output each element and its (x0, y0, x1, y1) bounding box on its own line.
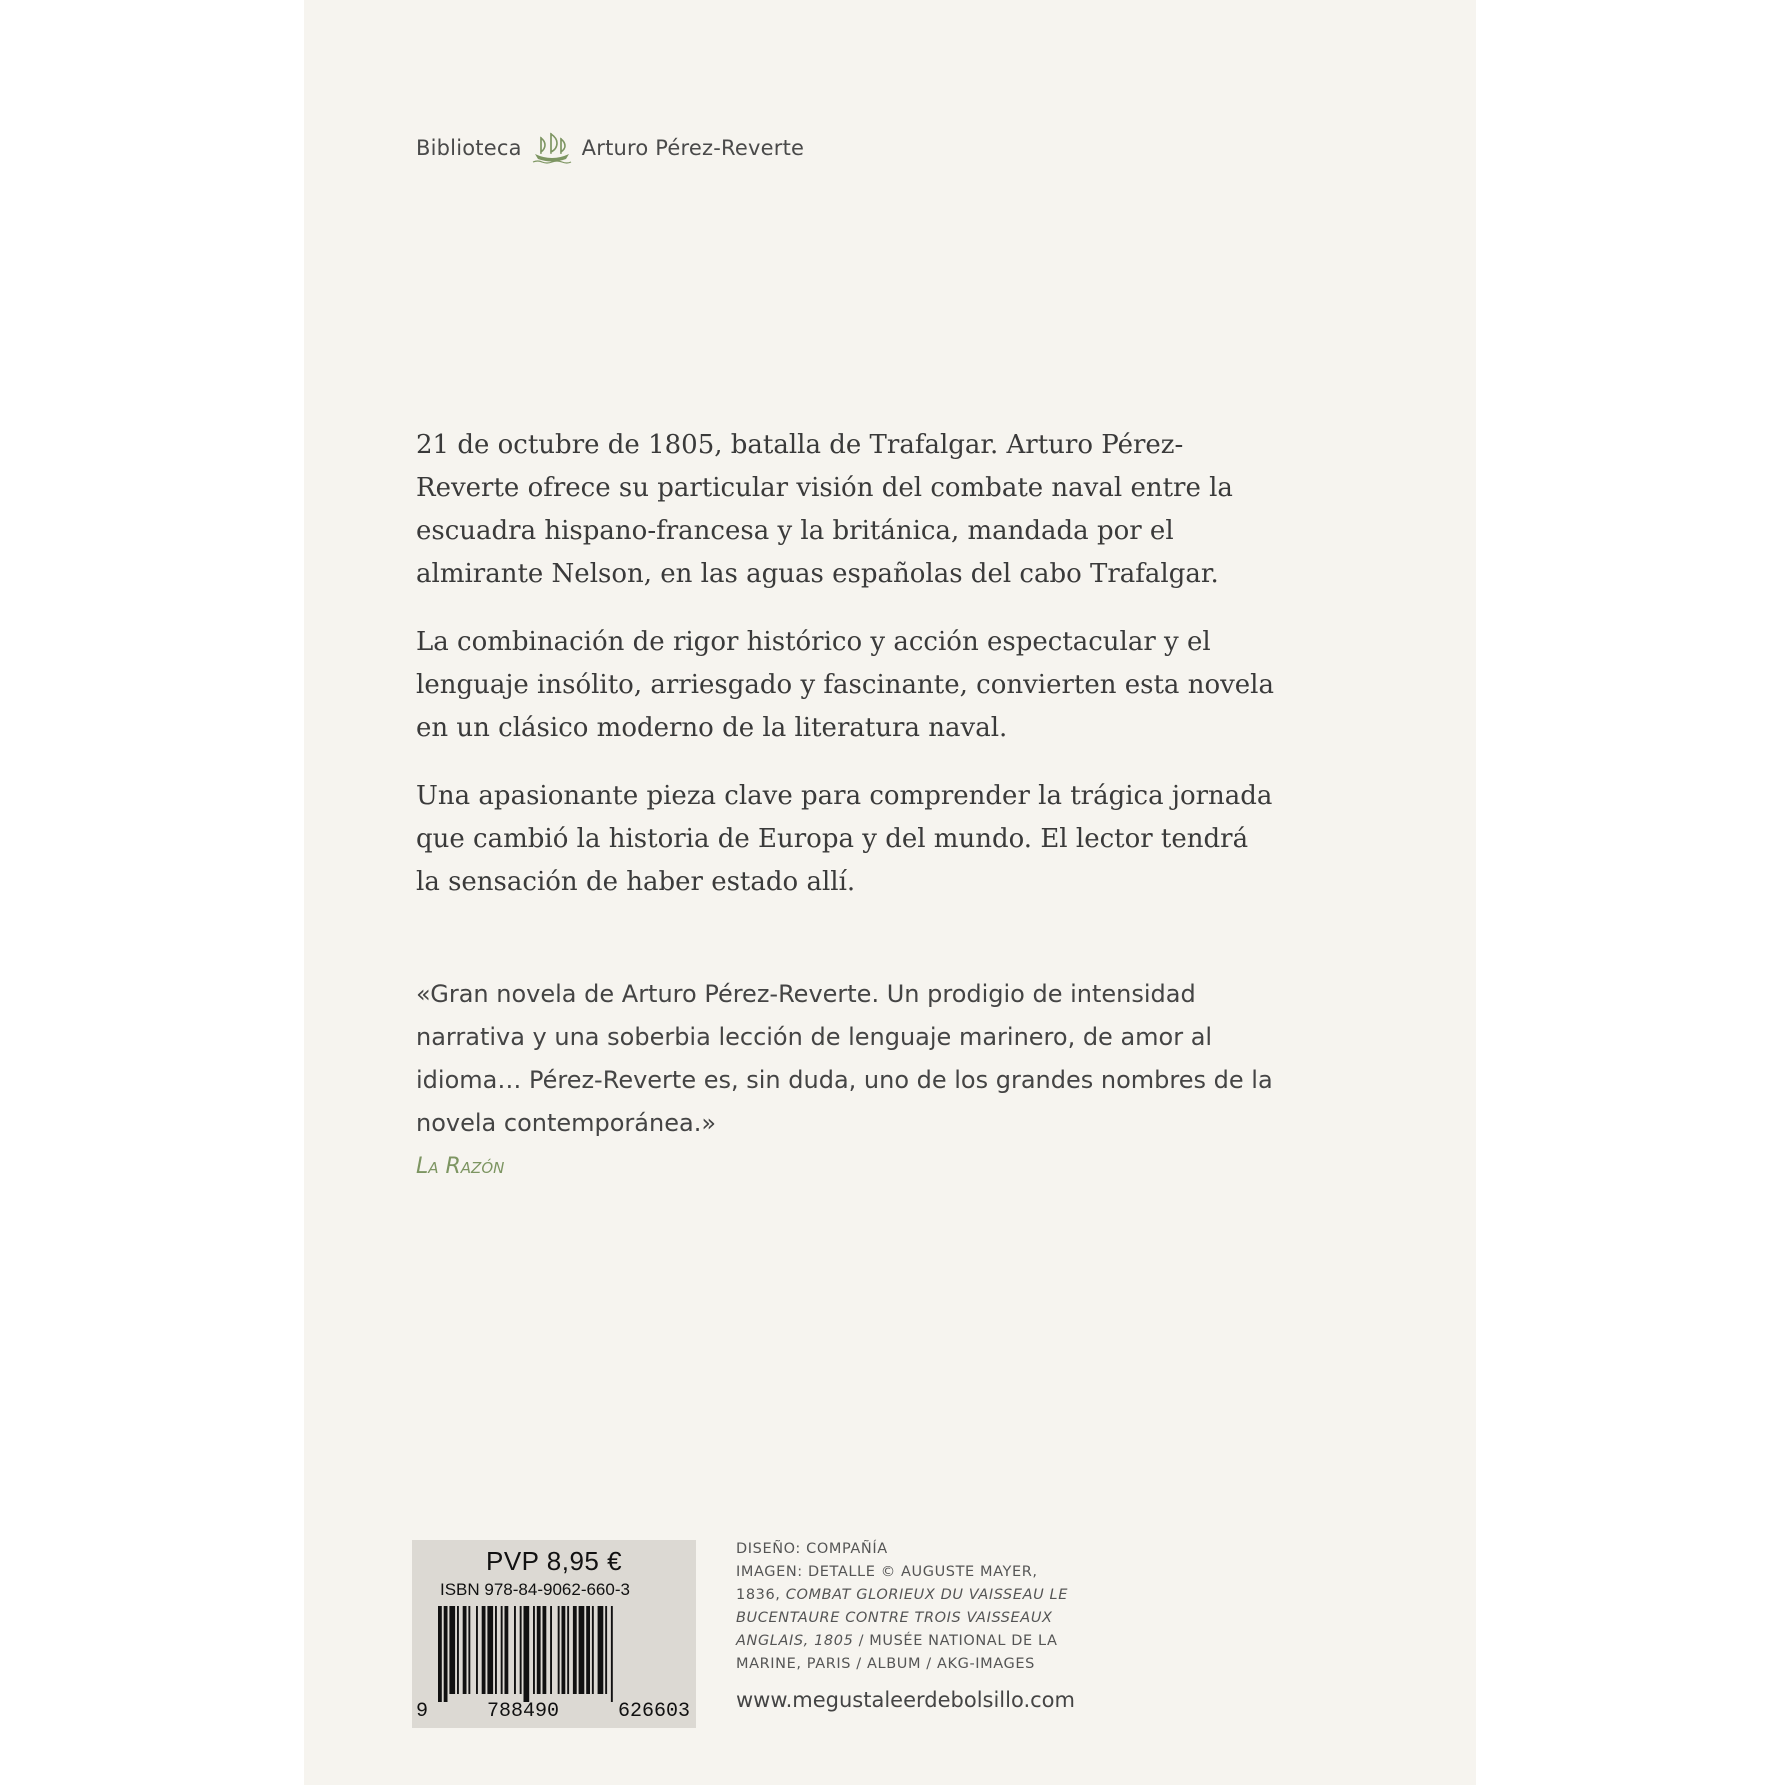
ean-digits (416, 1700, 690, 1723)
barcode-bar (550, 1606, 552, 1694)
barcode-bar (487, 1606, 493, 1694)
credits-line-6: MARINE, PARIS / ALBUM / AKG-IMAGES (736, 1656, 1035, 1672)
credits-line-3-italic: COMBAT GLORIEUX DU VAISSEAU LE (785, 1587, 1068, 1603)
image-credits (736, 1538, 1096, 1676)
synopsis-paragraph-2: La combinación de rigor histórico y acción espectacular y el lenguaje insólito, arriesgado y fascinante, convierten esta novela en un clásico moderno de la literatura naval. (416, 627, 1274, 743)
barcode-bar (543, 1606, 547, 1694)
back-cover (304, 0, 1476, 1785)
credits-line-3 (736, 1584, 1096, 1607)
series-name-left: Biblioteca (416, 136, 522, 160)
price-barcode-box (412, 1540, 696, 1728)
credits-line-5-italic: ANGLAIS, 1805 (736, 1633, 854, 1649)
barcode-bar (468, 1606, 470, 1694)
review-source: La Razón (416, 1154, 505, 1179)
review-quote (416, 973, 1276, 1188)
barcode-bar (482, 1606, 486, 1694)
series-name-right: Arturo Pérez-Reverte (581, 136, 805, 160)
barcode-bar (598, 1606, 604, 1694)
barcode-bar (444, 1606, 448, 1702)
credits-line-3-plain: 1836, (736, 1587, 786, 1603)
barcode-bar (495, 1606, 497, 1694)
barcode-bar (573, 1606, 577, 1694)
ship-icon (532, 132, 572, 164)
ean-digit-group-2: 626603 (617, 1700, 690, 1723)
barcode-bar (592, 1606, 594, 1694)
barcode-bar (514, 1606, 516, 1694)
barcode-bar (524, 1606, 530, 1702)
synopsis-paragraph-3: Una apasionante pieza clave para comprender la trágica jornada que cambió la historia de Europa y del mundo. El lector tendrá la sensación de haber estado allí. (416, 781, 1273, 897)
credits-line-1: DISEÑO: COMPAÑÍA (736, 1541, 888, 1557)
ean-digit-first: 9 (416, 1700, 429, 1723)
barcode-bar (605, 1606, 607, 1694)
credits-line-2: IMAGEN: DETALLE © AUGUSTE MAYER, (736, 1564, 1038, 1580)
series-header (416, 132, 804, 164)
barcode-bar (449, 1606, 455, 1694)
review-text: «Gran novela de Arturo Pérez-Reverte. Un prodigio de intensidad narrativa y una soberbia lección de lenguaje marinero, de amor al idioma… Pérez-Reverte es, sin duda, uno de los grandes nombres de la novela contemporánea.» (416, 980, 1273, 1137)
barcode-bar (463, 1606, 467, 1694)
credits-line-4: BUCENTAURE CONTRE TROIS VAISSEAUX (736, 1610, 1053, 1626)
ean-digit-group-1: 788490 (486, 1700, 559, 1723)
barcode-bar (579, 1606, 585, 1694)
barcode-bar (520, 1606, 522, 1694)
barcode-bar (567, 1606, 569, 1694)
barcode-bar (586, 1606, 590, 1694)
price-label: PVP 8,95 € (486, 1546, 623, 1576)
barcode-bar (533, 1606, 535, 1694)
credits-line-5-plain: / MUSÉE NATIONAL DE LA (853, 1633, 1058, 1649)
barcode-bar (501, 1606, 503, 1694)
barcode-bar (457, 1606, 459, 1694)
barcode-bar (562, 1606, 566, 1694)
barcode-icon (438, 1606, 672, 1702)
barcode-bar (611, 1606, 613, 1702)
synopsis-paragraph-1: 21 de octubre de 1805, batalla de Trafalgar. Arturo Pérez-Reverte ofrece su particular visión del combate naval entre la escuadra hispano-francesa y la británica, mandada por el almirante Nelson, en las aguas españolas del cabo Trafalgar. (416, 430, 1233, 589)
barcode-bar (438, 1606, 442, 1702)
isbn-label: ISBN 978-84-9062-660-3 (440, 1580, 630, 1599)
credits-line-5 (736, 1630, 1096, 1653)
publisher-url: www.megustaleerdebolsillo.com (736, 1688, 1075, 1712)
synopsis (416, 424, 1276, 929)
barcode-bar (505, 1606, 509, 1694)
barcode-bar (476, 1606, 478, 1694)
barcode-bar (558, 1606, 560, 1694)
barcode-bar (537, 1606, 541, 1694)
